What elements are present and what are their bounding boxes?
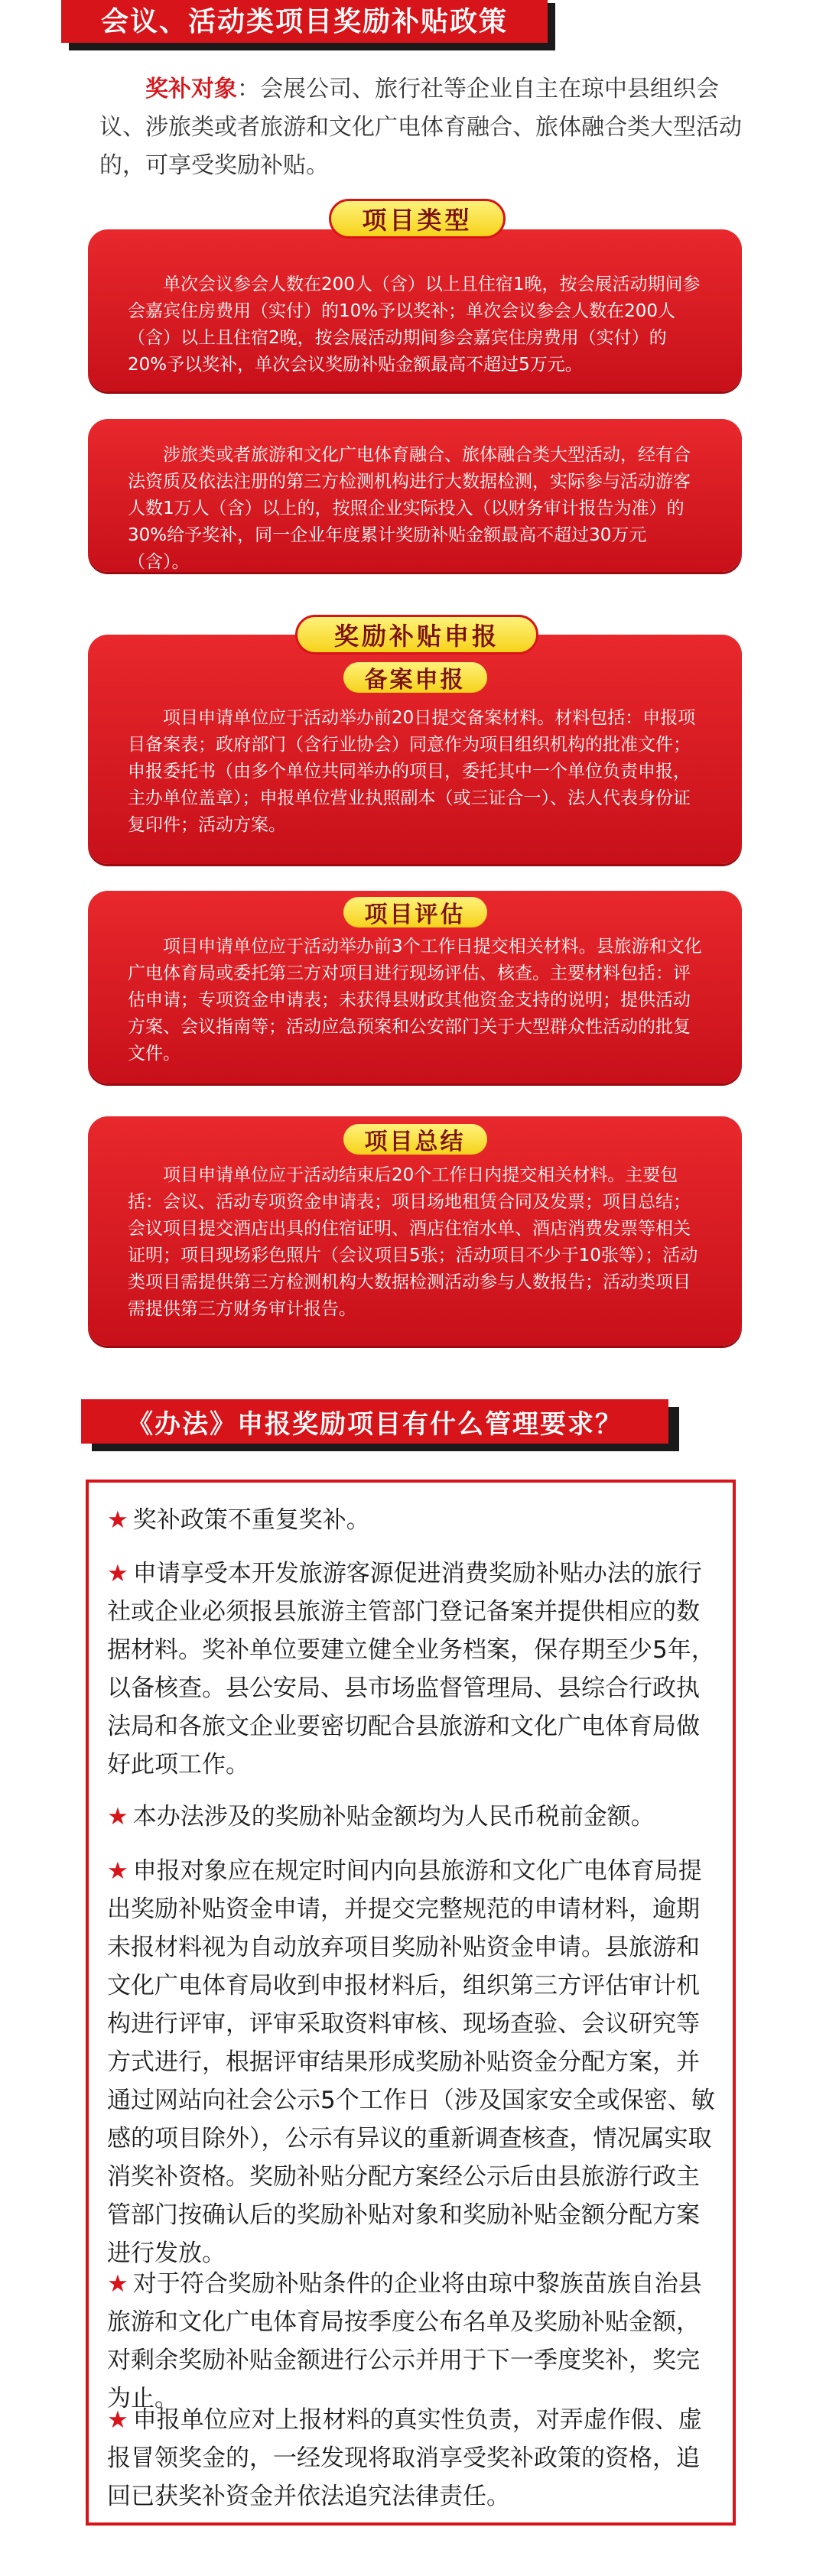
management-requirements-banner bbox=[81, 1399, 668, 1444]
project-type-card-2 bbox=[88, 419, 742, 572]
rule-text: 本办法涉及的奖励补贴金额均为人民币税前金额。 bbox=[132, 1803, 655, 1830]
rule-item bbox=[107, 2401, 719, 2516]
rule-text: 申报对象应在规定时间内向县旅游和文化广电体育局提出奖励补贴资金申请，并提交完整规范的申请材料，逾期未报材料视为自动放弃项目奖励补贴资金申请。县旅游和文化广电体育局收到申报材料后，组织第三方评估审计机构进行评审，评审采取资料审核、现场查验、会议研究等方式进行，根据评审结果形成奖励补贴资金分配方案，并通过网站向社会公示5个工作日（涉及国家安全或保密、敏感的项目除外），公示有异议的重新调查核查，情况属实取消奖补资格。奖励补贴分配方案经公示后由县旅游行政主管部门按确认后的奖励补贴对象和奖励补贴金额分配方案进行发放。 bbox=[107, 1857, 715, 2267]
star-icon: ★ bbox=[107, 1560, 128, 1587]
star-icon: ★ bbox=[107, 1857, 128, 1885]
summary-title: 项目总结 bbox=[343, 1124, 487, 1155]
apply-pill bbox=[295, 615, 538, 655]
rule-item bbox=[107, 1852, 719, 2272]
rule-item bbox=[107, 1798, 719, 1836]
rule-text: 申报单位应对上报材料的真实性负责，对弄虚作假、虚报冒领奖金的，一经发现将取消享受奖补政策的资格，追回已获奖补资金并依法追究法律责任。 bbox=[107, 2406, 702, 2510]
section-title: 会议、活动类项目奖励补贴政策 bbox=[100, 5, 508, 37]
filing-title: 备案申报 bbox=[343, 662, 487, 693]
apply-label: 奖励补贴申报 bbox=[333, 622, 499, 651]
rule-item bbox=[107, 1501, 719, 1539]
section-title-banner bbox=[61, 0, 548, 43]
evaluation-text: 项目申请单位应于活动举办前3个工作日提交相关材料。县旅游和文化广电体育局或委托第三方对项目进行现场评估、核查。主要材料包括：评估申请；专项资金申请表；未获得县财政其他资金支持的说明；提供活动方案、会议指南等；活动应急预案和公安部门关于大型群众性活动的批复文件。 bbox=[128, 937, 702, 1064]
project-type-card-2-text: 涉旅类或者旅游和文化广电体育融合、旅体融合类大型活动，经有合法资质及依法注册的第三方检测机构进行大数据检测，实际参与活动游客人数1万人（含）以上的，按照企业实际投入（以财务审计报告为准）的30%给予奖补，同一企业年度累计奖励补贴金额最高不超过30万元（含）。 bbox=[128, 445, 691, 572]
evaluation-card bbox=[88, 891, 742, 1083]
intro-text: ：会展公司、旅行社等企业自主在琼中县组织会议、涉旅类或者旅游和文化广电体育融合、旅体融合类大型活动的，可享受奖励补贴。 bbox=[99, 76, 742, 179]
intro-paragraph bbox=[99, 70, 757, 185]
management-requirements-title: 《办法》申报奖励项目有什么管理要求？ bbox=[127, 1408, 623, 1440]
filing-text: 项目申请单位应于活动举办前20日提交备案材料。材料包括：申报项目备案表；政府部门（含行业协会）同意作为项目组织机构的批准文件；申报委托书（由多个单位共同举办的项目，委托其中一个单位负责申报，主办单位盖章）；申报单位营业执照副本（或三证合一）、法人代表身份证复印件；活动方案。 bbox=[128, 708, 696, 835]
star-icon: ★ bbox=[107, 2406, 128, 2434]
summary-text: 项目申请单位应于活动结束后20个工作日内提交相关材料。主要包括：会议、活动专项资金申请表；项目场地租赁合同及发票；项目总结；会议项目提交酒店出具的住宿证明、酒店住宿水单、酒店消费发票等相关证明；项目现场彩色照片（会议项目5张；活动项目不少于10张等）；活动类项目需提供第三方检测机构大数据检测活动参与人数报告；活动类项目需提供第三方财务审计报告。 bbox=[128, 1165, 698, 1319]
rule-text: 申请享受本开发旅游客源促进消费奖励补贴办法的旅行社或企业必须报县旅游主管部门登记备案并提供相应的数据材料。奖补单位要建立健全业务档案，保存期至少5年，以备核查。县公安局、县市场监督管理局、县综合行政执法局和各旅文企业要密切配合县旅游和文化广电体育局做好此项工作。 bbox=[107, 1560, 715, 1779]
project-types-label: 项目类型 bbox=[362, 206, 473, 235]
project-type-card-1-text: 单次会议参会人数在200人（含）以上且住宿1晚，按会展活动期间参会嘉宾住房费用（实付）的10%予以奖补；单次会议参会人数在200人（含）以上且住宿2晚，按会展活动期间参会嘉宾住房费用（实付）的20%予以奖补，单次会议奖励补贴金额最高不超过5万元。 bbox=[128, 274, 701, 375]
project-types-pill bbox=[329, 199, 506, 239]
rule-text: 对于符合奖励补贴条件的企业将由琼中黎族苗族自治县旅游和文化广电体育局按季度公布名单及奖励补贴金额，对剩余奖励补贴金额进行公示并用于下一季度奖补，奖完为止。 bbox=[107, 2270, 702, 2412]
rule-item bbox=[107, 1554, 719, 1784]
evaluation-title: 项目评估 bbox=[343, 897, 487, 927]
rule-text: 奖补政策不重复奖补。 bbox=[132, 1506, 370, 1534]
intro-lead: 奖补对象 bbox=[145, 76, 237, 102]
filing-card bbox=[88, 635, 742, 864]
star-icon: ★ bbox=[107, 2270, 128, 2298]
rule-item bbox=[107, 2265, 719, 2418]
summary-card bbox=[88, 1116, 742, 1346]
project-type-card-1 bbox=[88, 229, 742, 391]
star-icon: ★ bbox=[107, 1506, 128, 1534]
star-icon: ★ bbox=[107, 1803, 128, 1830]
